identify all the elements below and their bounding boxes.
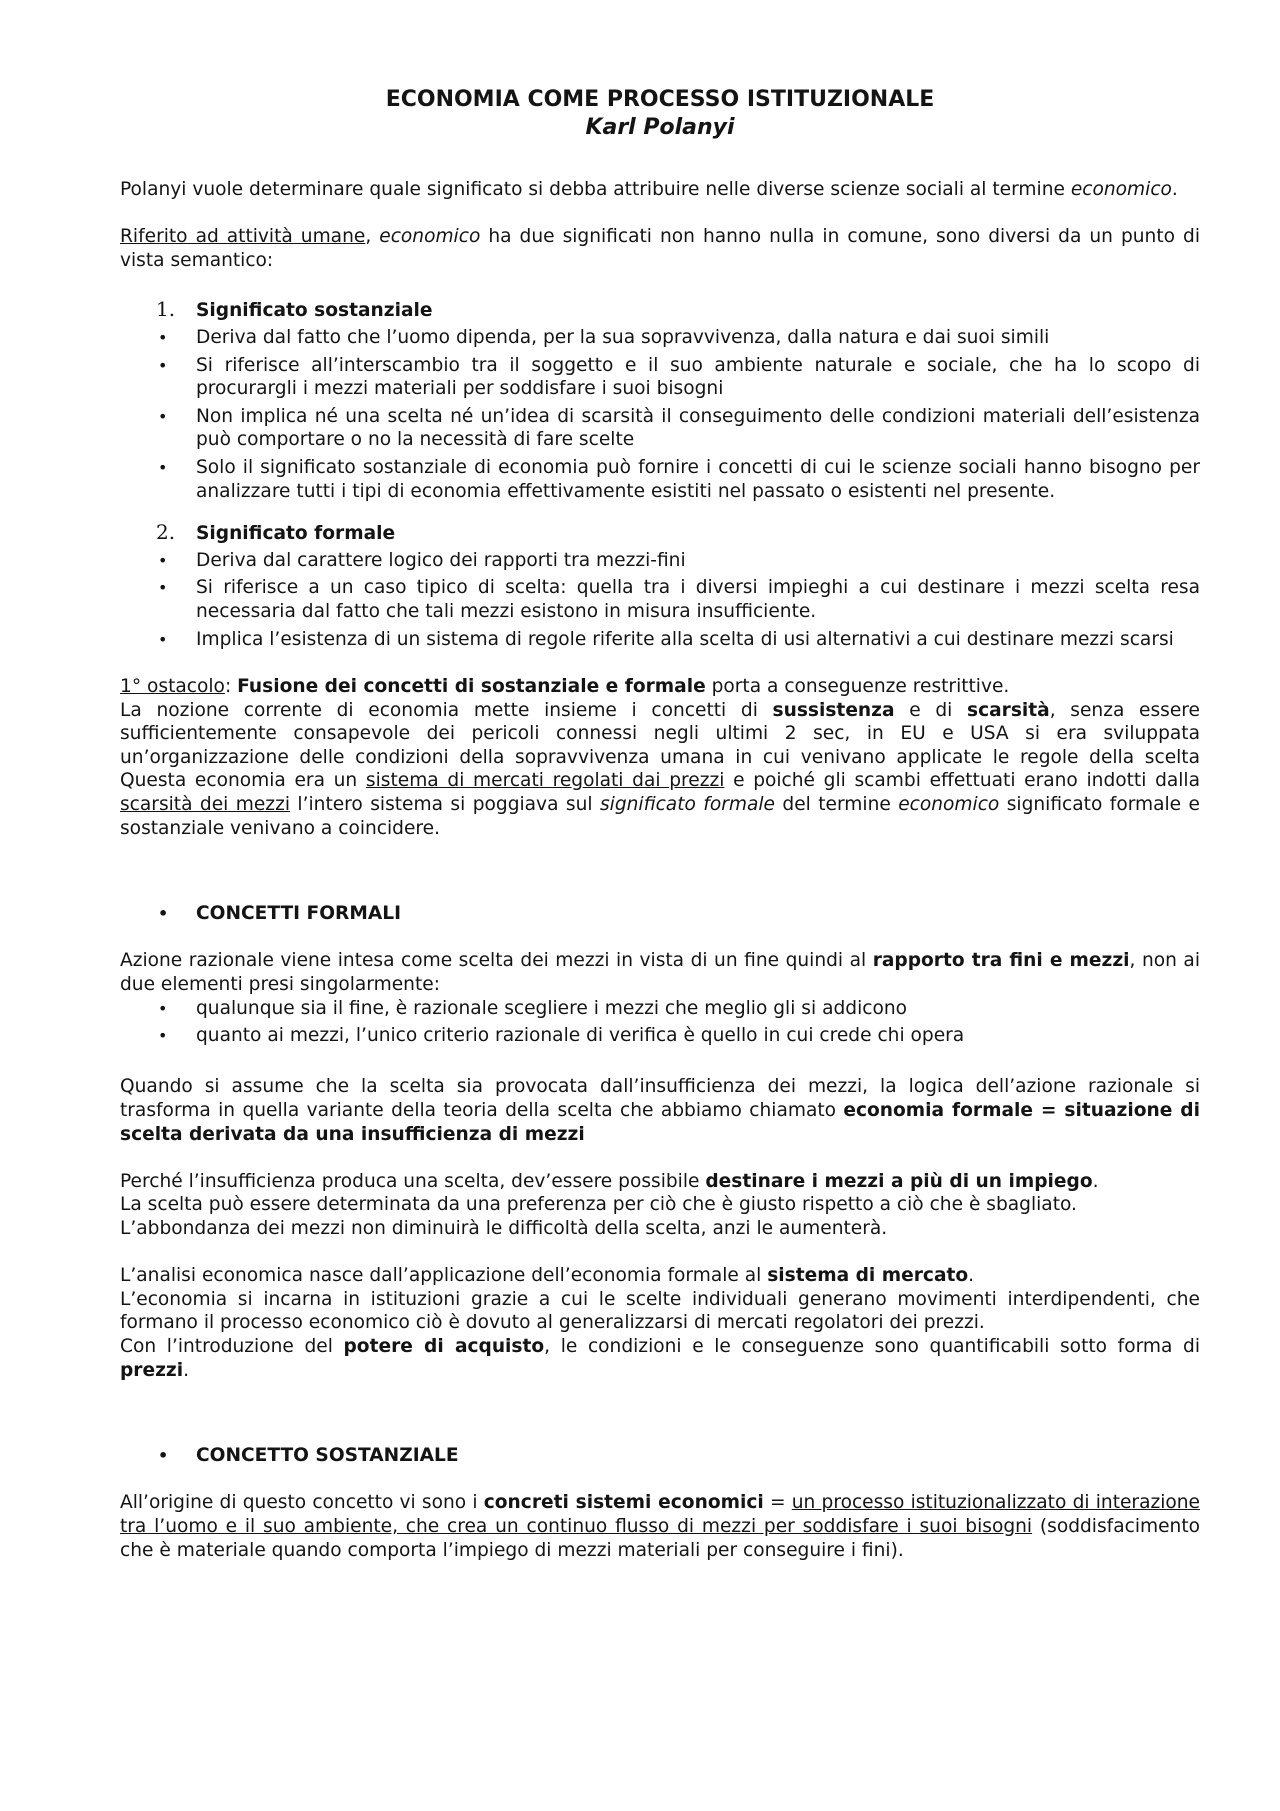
text-run: , non ai due elementi presi singolarmente: [120,950,1200,996]
list-number: 1. [156,297,176,322]
text-run-bold: destinare i mezzi a più di un impiego [705,1170,1093,1192]
substantive-concept-paragraph [120,1491,1200,1562]
bullet-icon: • [158,355,168,375]
list-item [120,354,1200,401]
section-formal-title: Significato formale [196,523,396,545]
formal-bullet-list [120,549,1200,651]
list-item [120,405,1200,452]
list-item [120,576,1200,623]
text-run: L’analisi economica nasce dall’applicazione dell’economia formale al [120,1265,768,1287]
text-run: ha due significati non hanno nulla in comune, sono diversi da un punto di vista semantico: [120,226,1200,271]
text-run: . [183,1359,190,1381]
text-run-bold: concreti sistemi economici [483,1492,764,1514]
text-run: , senza essere sufficientemente consapevole dei pericoli connessi negli ultimi 2 sec, in EU e USA si era sviluppata un’organizzazione delle condizioni della sopravvivenza umana in cui venivano applicate le regole della scelta Questa economia era un [120,699,1200,792]
bullet-icon: • [158,1446,169,1466]
list-item [120,549,1200,573]
bullet-icon: • [158,406,168,426]
text-run-bold: sistema di mercato [767,1265,969,1287]
market-paragraph-2: L’economia si incarna in istituzioni grazie a cui le scelte individuali generano movimenti interdipendenti, che formano il processo economico ciò è dovuto al generalizzarsi di mercati regolatori dei prezzi. [120,1288,1200,1334]
text-run: Con l’introduzione del [120,1335,344,1357]
list-item-text: Deriva dal fatto che l’uomo dipenda, per la sua sopravvivenza, dalla natura e dai suoi simili [196,326,1050,348]
text-run-bold: rapporto tra fini e mezzi [872,950,1130,972]
list-item-text: Non implica né una scelta né un’idea di scarsità il conseguimento delle condizioni materiali dell’esistenza può comportare o no la necessità di fare scelte [196,405,1200,451]
insufficiency-line-3: L’abbondanza dei mezzi non diminuirà le difficoltà della scelta, anzi le aumenterà. [120,1217,888,1239]
bullet-icon: • [158,578,168,598]
text-run-italic: economico [379,226,481,248]
text-run-underlined: scarsità dei mezzi [120,794,290,816]
bullet-icon: • [158,550,168,570]
text-run-bold: economia formale = situazione di scelta derivata da una insufficienza di mezzi [120,1100,1200,1145]
formal-concepts-bullet-list [120,997,1200,1048]
list-item [120,997,1200,1021]
list-item-text: qualunque sia il fine, è razionale scegliere i mezzi che meglio gli si addicono [196,997,907,1019]
obstacle-paragraph [120,699,1200,841]
list-item [120,326,1200,350]
text-run: (soddisfacimento che è materiale quando comporta l’impiego di mezzi materiali per conseguire i fini). [120,1515,1200,1561]
section-formal-heading [120,521,1200,546]
document-author: Karl Polanyi [585,115,735,140]
list-item [120,456,1200,503]
insufficiency-paragraph [120,1170,1200,1194]
text-run-italic: significato formale [599,794,775,816]
bullet-icon: • [158,457,168,477]
bullet-icon: • [158,1026,168,1046]
list-item [120,628,1200,652]
text-run: = [763,1492,792,1514]
text-run-italic: economico [1070,179,1172,200]
document-title: ECONOMIA COME PROCESSO ISTITUZIONALE [385,87,935,112]
list-item-text: Deriva dal carattere logico dei rapporti tra mezzi-fini [196,549,686,571]
section-substantive-heading [120,298,1200,323]
text-run: significato formale e sostanziale venivano a coincidere. [120,794,1200,839]
text-run: Azione razionale viene intesa come scelta dei mezzi in vista di un fine quindi al [120,950,873,972]
substantive-bullet-list [120,326,1200,503]
list-item-text: Solo il significato sostanziale di economia può fornire i concetti di cui le scienze sociali hanno bisogno per analizzare tutti i tipi di economia effettivamente esistiti nel passato o esistenti nel presente. [196,456,1200,502]
bullet-icon: • [158,327,168,347]
text-run: Perché l’insufficienza produca una scelta, dev’essere possibile [120,1170,706,1192]
text-run-underlined: un processo istituzionalizzato di interazione tra l’uomo e il suo ambiente, che crea un continuo flusso di mezzi per soddisfare i suoi bisogni [120,1492,1200,1537]
list-item [120,1024,1200,1048]
text-run: All’origine di questo concetto vi sono i [120,1492,484,1514]
text-run: . [1171,179,1178,200]
text-run: del termine [774,794,899,816]
text-run-bold: Fusione dei concetti di sostanziale e formale [237,676,706,698]
text-run: , [365,226,380,248]
heading-text: CONCETTI FORMALI [196,903,402,925]
bullet-icon: • [158,998,168,1018]
text-run: Quando si assume che la scelta sia provocata dall’insufficienza dei mezzi, la logica dell’azione razionale si trasforma in quella variante della teoria della scelta che abbiamo chiamato [120,1076,1200,1121]
text-run-underlined: sistema di mercati regolati dai prezzi [365,770,725,792]
list-item-text: Si riferisce a un caso tipico di scelta: quella tra i diversi impieghi a cui destinare i mezzi scelta resa necessaria dal fatto che tali mezzi esistono in misura insufficiente. [196,577,1200,622]
text-run-underlined: Riferito ad attività umane [120,226,366,248]
substantive-concept-heading [120,1444,1200,1468]
text-run: l’intero sistema si poggiava sul [290,794,600,816]
text-run: e di [894,699,968,721]
text-run: porta a conseguenze restrittive. [705,676,1010,698]
text-run-bold: scarsità [967,699,1050,721]
bullet-icon: • [158,629,168,649]
list-item-text: Si riferisce all’interscambio tra il soggetto e il suo ambiente naturale e sociale, che ha lo scopo di procurargli i mezzi materiali per soddisfare i suoi bisogni [196,354,1200,400]
section-substantive-title: Significato sostanziale [196,300,433,322]
market-paragraph [120,1264,1200,1288]
insufficiency-line-2: La scelta può essere determinata da una preferenza per ciò che è giusto rispetto a ciò che è sbagliato. [120,1194,1077,1216]
list-item-text: Implica l’esistenza di un sistema di regole riferite alla scelta di usi alternativi a cui destinare mezzi scarsi [196,628,1174,650]
text-run: Polanyi vuole determinare quale significato si debba attribuire nelle diverse scienze sociali al termine [120,179,1071,200]
list-number: 2. [156,520,176,545]
definition-paragraph [120,225,1200,272]
formal-economy-paragraph [120,1075,1200,1146]
text-run: . [968,1265,975,1287]
heading-text: CONCETTO SOSTANZIALE [196,1445,459,1467]
text-run-underlined: 1° ostacolo [120,676,225,698]
text-run: La nozione corrente di economia mette insieme i concetti di [120,699,773,721]
obstacle-heading [120,675,1200,699]
document-page [120,86,1200,1562]
text-run-bold: potere di acquisto [343,1335,545,1357]
text-run: . [1092,1170,1099,1192]
formal-concepts-heading [120,902,1200,926]
text-run-bold: prezzi [120,1359,184,1381]
text-run: , le condizioni e le conseguenze sono quantificabili sotto forma di [544,1335,1201,1357]
text-run: e poiché gli scambi effettuati erano indotti dalla [724,770,1200,792]
text-run-italic: economico [898,794,1000,816]
intro-paragraph [120,178,1200,202]
bullet-icon: • [158,904,169,924]
text-run: : [224,676,238,698]
market-paragraph-3 [120,1335,1200,1382]
text-run-bold: sussistenza [772,699,895,721]
list-item-text: quanto ai mezzi, l’unico criterio razionale di verifica è quello in cui crede chi opera [196,1025,965,1047]
formal-concepts-paragraph [120,949,1200,996]
